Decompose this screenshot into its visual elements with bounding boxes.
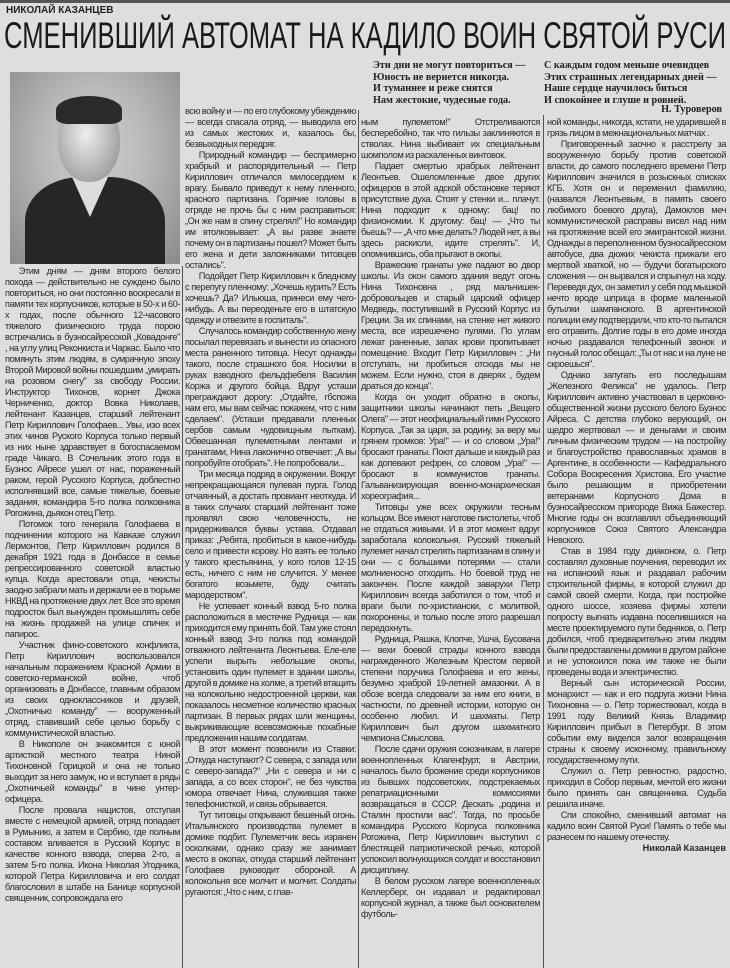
poem-line: Этих страшных легендарных дней — [544,71,717,83]
article-column-1 [5,266,180,904]
article-column-3 [361,117,540,920]
article-column-4 [547,117,726,854]
epigraph-stanza-2 [544,60,717,106]
article-paragraph: В Никополе он знакомится с юной артисткой местного театра Ниной Тихоновной Горицкой и она не только выходит за него замуж, но и вступает в ряды „Охотничьей команды" в чине унтер-офицера. [5,739,180,804]
article-paragraph: Когда он уходит обратно в окопы, защитники школы начинают петь „Вещего Олега" — этот неофициальный гимн Русского Корпуса. „Так за царя, за родину, за веру мы грянем громков: Ура!" — и со словом „Ура!" бросают гранаты. Поют дальше и каждый раз как допевают рефрен, со словом „Ура!" — бросают в коммунистов гранаты. Гальванизирующая военно-монархическая хореография... [361,392,540,501]
article-paragraph: В белом русском лагере военнопленных Келлерберг, он издавал и редактировал корпусной журнал, а также был основателем футболь- [361,876,540,919]
poem-line: И спокойнее и глуше и ровней. [544,94,687,106]
article-column-2 [185,106,356,898]
epigraph-author: Н. Туроверов [661,104,722,115]
article-paragraph: Случалось командир собственную жену посылал перевязать и вынести из опасного места раненного титовца. Несут однажды такого, после страшного боя. Носилки в руках взводного фельдфебеля Василия Коржа и другого бойца. Вдруг усташи преграждают дорогу: „Отдайте, гбспожа нам его, мы вам сейчас покажем, что с ним сделаем". (Усташи предавали пленных сербов самым чудовищным пыткам). Обвешанная пулеметными лентами и гранатами, Нина лаконично отвечает: „А вы попробуйте отобрать". Не попробовали... [185,326,356,468]
article-paragraph: Падает смертью храбрых лейтенант Леонтьев. Ошеломленные двое других офицеров в этой адской обстановке теряют присутствие духа. Стоят у стенки и... плачут. Нина подходит к одному: бац! по физиономии. К другому: бац! — „Что ты бьешь? — „А что мне делать? Людей нет, а вы здесь раскисли, идите стрелять". И, опомнившись, оба прыгают в окопы. [361,161,540,259]
article-paragraph: всю войну и — по его глубокому убеждению — всегда спасала отряд, — выводила его из самых жестоких и, казалось бы, безвыходных передряг. [185,106,356,149]
article-paragraph: Однако запугать его последышам „Железного Феликса" не удалось. Петр Кириллович активно участвовал в церковно-общественной жизни русского белого Буэнос Айреса. С детства глубоко верующий, он щедро жертвовал — и деньгами и своим личным физическим трудом — на постройку и благоустройство православных храмов в Аргентине, в особенности — Кафедрального Собора Воскресения Христова. Его участие было решающим в приобретении ветеранами Корпусного Дома в бузносайресском пригороде Вижа Бажестер. Многие годы он возглавлял объединяющий корпусников Союз Святого Александра Невского. [547,370,726,545]
article-paragraph: Не успевает конный взвод 5-го полка расположиться в местечке Рудница — как приходится ему принять бой. Там уже стоял конный взвод 3-го полка под командой отважного лейтенанта Леонтьева. Еле-еле успели вырыть небольшие окопы, установить один пулемет в здании школы, другой в домике на холме, а третий втащить на колокольню недостроенной церкви, как показалось несметное количество красных партизан. В первых рядах шли женщины, выкрикивающие всевозможные похабные предложения нашим солдатам. [185,601,356,743]
article-paragraph: Титовцы уже всех окружили тесным кольцом. Все имеют наготове пистолеты, чтоб не отдаться живыми. И в этот момент вдруг заработала колокольня. Русский тяжелый пулемет начал стрелять партизанам в спину и они — с большими потерями — стали молниеносно отходить. Но боевой труд не закончен. После каждой заварухи Петр Кириллович всегда заботился о том, чтоб и враги были по-христиански, с молитвой, похоронены, и только после этого разрешал передохнуть. [361,502,541,633]
poem-line: Наше сердце научилось биться [544,83,688,95]
headline [4,16,728,56]
article-paragraph: Вражеские гранаты уже падают во двор школы. Из окон самого здания ведут огонь Нина Тихоновна , ряд мальчишек-добровольцев и старый царский офицер Медведь, поступивший в Русский Корпус из Греции. За их спинами, на стенке нет живого места, все изрешечено пулями. По углам лежат раненные, запах крови пропитывает помещение. Входит Петр Кириллович : „Ни отступать, ни пробиться отсюда мы не можем. Если нужно, стоя в дверях , будем драться до конца". [361,260,540,391]
article-paragraph: Став в 1984 году диаконом, о. Петр составлял духовные поучения, переводил их на испанский язык и раздавал рабочим строительной фирмы, в которой служил до самой своей смерти. Когда, при постройке одного шоссе, хозяева фирмы хотели попросту выгнать издавна поселившихся на месте проектируемого пути бедняков, о. Петр добился, чтоб предварительно этим людям были предоставлены домики в другом районе и не успокоился пока им также не были проведены вода и электричество. [547,546,726,677]
poem-line: И туманнее и реже снятся [373,83,493,95]
byline: НИКОЛАЙ КАЗАНЦЕВ [6,5,114,16]
headline-text: СМЕНИВШИЙ АВТОМАТ НА КАДИЛО ВОИН СВЯТОЙ РУСИ [4,15,726,56]
article-paragraph: Верный сын исторической России, монархист — как и его подруга жизни Нина Тихоновна — о. Петр торжествовал, когда в 1991 году Великий Князь Владимир Кириллович прибыл в Петербург. В этом событии ему виделся залог возвращения страны к своему исконному, правильному государственному пути. [547,678,726,765]
top-border [0,0,730,3]
article-paragraph: Служил о. Петр ревностно, радостно, приходил в Собор первым, мечтой его жизни было принять сан священника. Судьба решила иначе. [547,766,726,809]
article-paragraph: Спи спокойно, сменивший автомат на кадило воин Святой Руси! Память о тебе мы разнесем по нашему отечеству. [547,810,726,842]
poem-line: Нам жестокие, чудесные года. [373,94,511,106]
column-divider [358,110,359,968]
article-paragraph: Участник фино-советского конфликта, Петр Кириллович воспользовался начальным поражением Красной Армии в советско-германской войне, чтоб организовать в Донбассе, главным образом из своих одноклассников и друзей, „Охотничью команду" — вооруженный отряд, ставивший себе целью борьбу с коммунистической властью. [5,640,180,738]
article-paragraph: Этим дням — дням второго белого похода — действительно не суждено было повториться, но они постоянно воскресали в памяти тех корпусников, которые в 50-х и 60-х годах, после обычного 12-часового тяжелого физического труда порою встречались в бузносайресской „Ковадонге" , на углу улиц Реконкиста и Чаркас. Было что помянуть этим людям, в сумрачную эпоху Второй Мировой войны пошедшим „умирать на розовом снегу" за свободу России. Инструктор Тихонов, корнет Джока Черниченко, доктор Вовка Николаев, лейтенант Казанцев, старший лейтенант Петр Кириллович Голофаев... Увы, изо всех этих чинов Руского Корпуса только первый из них ныне здравствует в богоспасаемом граде Чикаго. В Сочельник этого года в Бузнос Айресе ушел от нас, пораженный раком, герой Русского Корпуса, доблестно исполнявший все, самые тяжелые, боевые задания, командира 5-го полка полковника Рогожина, дьякон отец Петр. [5,266,180,518]
article-paragraph: В этот момент позвонили из Ставки: „Откуда наступают? С севера, с запада или с северо-запада?" „Ни с севера и ни с запада, а со всех сторон", не без чувства юмора отвечает Нина, служившая также телефонисткой, и связь обрывается. [185,744,356,809]
portrait-photo [10,72,180,264]
poem-line: Эти дни не могут повториться — [373,60,526,71]
author-signature: Николай Казанцев [642,843,726,853]
article-paragraph: Подойдет Петр Кириллович к бледному с перепугу пленному: „Хочешь курить? Есть хочешь? Да? Ильюша, принеси ему чего-нибудь. А вы переоденьте его в штатскую одежду и отвезите в госпиталь". [185,271,356,325]
epigraph-stanza-1 [373,60,526,106]
article-paragraph: Рудница, Рашка, Клопче, Ушча, Бусовача — вехи боевой страды конного взвода награжденного Железным Крестом первой степени поручика Голофаева и его жены, безумно храброй 19-летней амазонки. А в обозе всегда следовали за ним его книги, в частности, по древней истории, которую он особенно любил. И шахматы. Петр Кириллович был другом шахматного чемпиона Смыслова. [361,634,540,743]
article-paragraph: ной команды, никогда, кстати, не ударившей в грязь лицом в межнациональных матчах . [547,117,726,138]
article-paragraph: После провала нацистов, отступая вместе с немецкой армией, отряд попадает в Румынию, а затем в Сербию, где полным составом вливается в Русский Корпус в качестве конного взвода, сперва 2-го, а затем 5-го полка. Икона Николая Угодника, которой Петра Кирилловича и его солдат благословил в штабе на Банице корпусной священник, сопровождала его [5,805,180,903]
photo-hair [56,96,122,124]
article-paragraph: После сдачи оружия союзникам, в лагере военнопленных Клагенфурт, в Австрии, началось было брожение среди корпусников из бывших подсоветских, подстрекаемых репатриационными комиссиями возвращаться в СССР. Дескать „родина и Сталин простили вас". Тогда, по просьбе командира Русского Корпуса полковника Рогожина, Петр Кириллович выступил с блестящей патриотической речью, которой успокоил волнующихся солдат и восстановил дисциплину. [361,744,540,875]
poem-line: С каждым годом меньше очевидцев [544,60,710,71]
article-paragraph: Тут титовцы открывают бешеный огонь. Итальянского производства пулемет в домике подбит. Пулеметчик весь изранен осколками, однако сразу же занимает место в окопах, откуда старший лейтенант Голофаев руководит обороной. А колокольня все молчит и молчит. Солдаты ругаются: „Что с ним, с глав- [185,810,356,897]
article-paragraph: Три месяца подряд в окружении. Вокруг непрекращающаяся пулевая пурга. Голод отчаянный, а достать провиант неоткуда. И в таких случаях старший лейтенант тоже проявлял свою человечность, не придерживался буквы устава. Отдавал приказ: „Ребята, пробиться в какое-нибудь село и привести корову. Но взять ее только у такого крестьянина, у кого голов 12-15 есть, ничего с ним не случится. У менее богатого возьмете, буду считать мародерством". [185,469,356,600]
article-paragraph: Приговоренный заочно к расстрелу за вооруженную борьбу против советской власти, до самого последнего времени Петр Кириллович значился в розыскных списках КГБ. Хотя он и переменил фамилию, (назвался Леонтьевым, в память своего любимого боевого друга), Дамоклов меч коммунистической расправы висел над ним на протяжение всей его эмигрантской жизни. Однажды в переполненном бузносайресском автобусе, два дюжих чекиста прижали его мертвой хваткой, но — будучи богатырского сложения — он вырвался и спрыгнул на ходу. Переведя дух, он заметил у себя под мышкой нечто вроде шприца в форме маленькой бутылки шампанского. В аргентинской полиции ему подтвердили, что кто-то пытался его отравить. Долгие годы в его доме иногда ночью раздавался телефонный звонок и гнусный голос обещал: „Ты от нас и на луне не скроешься". [547,139,726,369]
poem-line: Юность не вернется никогда. [373,71,510,83]
column-divider [182,266,183,968]
article-paragraph: Потомок того генерала Голофаева в подчинении которого на Кавказе служил Лермонтов, Петр Кириллович родился 8 декабря 1921 года в Донбассе в семье репрессированного советской властью купца. Когда арестовали отца, чекисты заодно забрали мать и держали ее в тюрьме НКВД на протяжение двух лет. Все это время подросток был вынужден промышлять себе на жизнь продажей на улице спичек и папирос. [5,519,180,639]
article-paragraph: ным пулеметом!" Отстреливаются бесперебойно, так что гильзы заклиняются в стволах. Нина выбивает их специальным шомполом из раскаленных винтовок. [361,117,540,160]
article-paragraph: Природный командир — беспримерно храбрый и распорядительный — Петр Кириллович отличался милосердием к врагу. Бывало приведут к нему пленного, красного партизана. Горячие головы в отряде не прочь бы с ним расправиться: „Он же нам в спину стрелял!" Но командир им втолковывает: „А вы разве знаете почему он в партизаны пошел? Может быть его жена и дети заложниками титовцев остались". [185,150,356,270]
column-divider [543,115,544,968]
